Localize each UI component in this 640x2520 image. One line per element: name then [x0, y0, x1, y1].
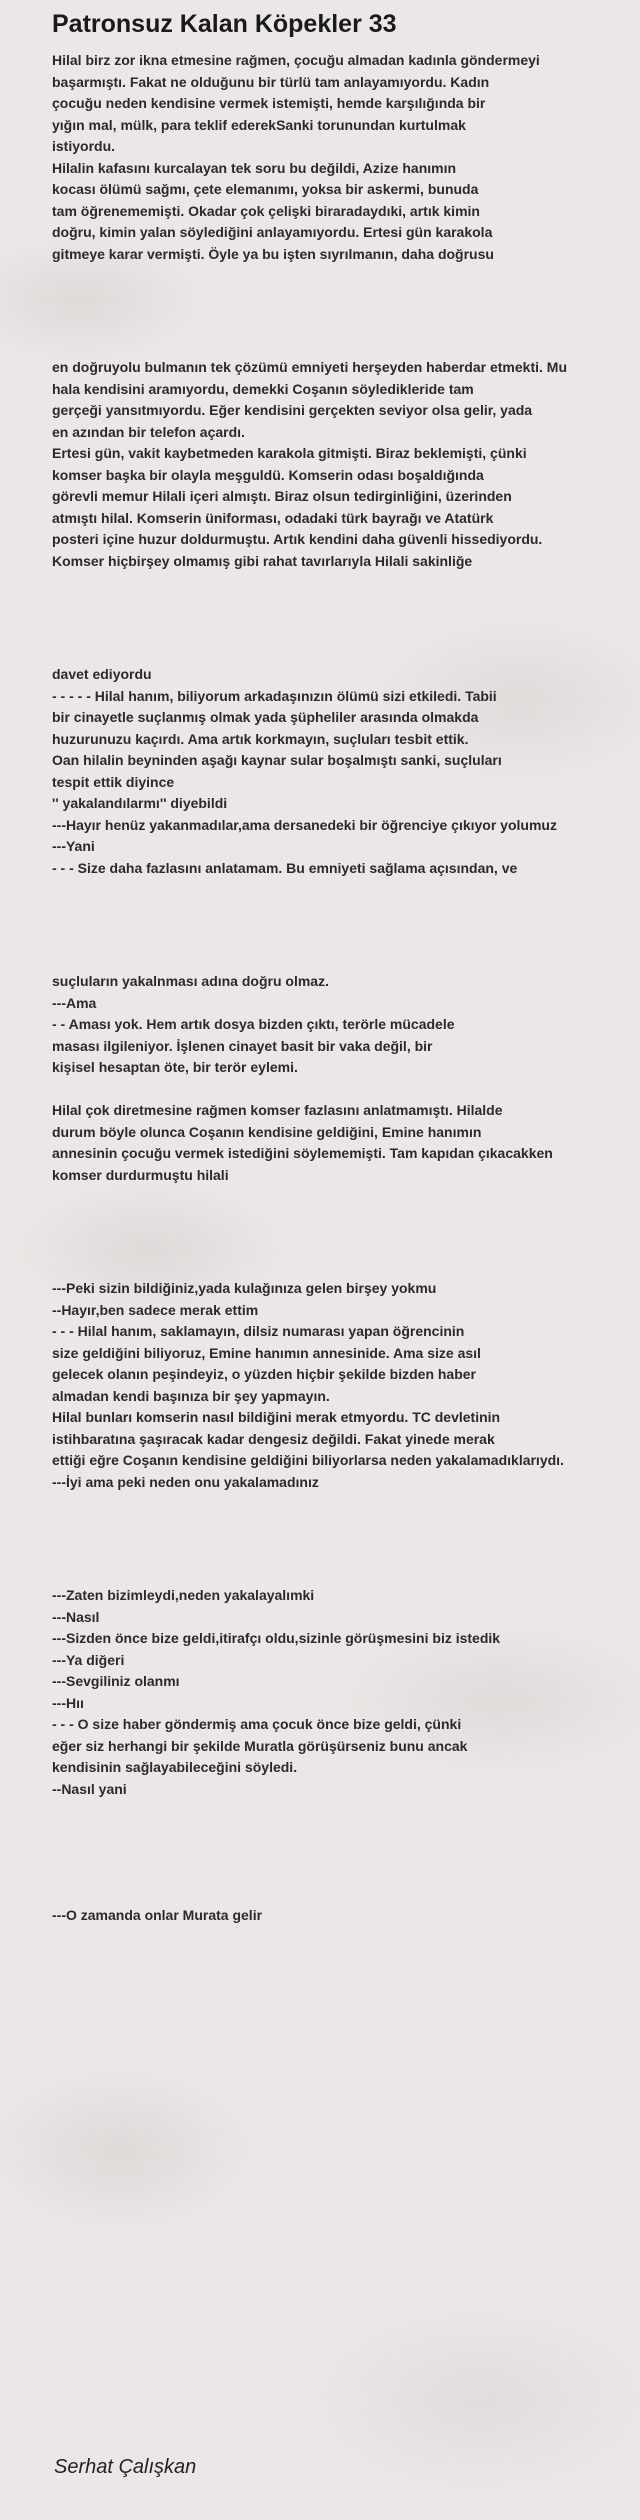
- stanza-2: [52, 357, 640, 572]
- poem-line: ---Hayır henüz yakanmadılar,ama dersanedeki bir öğrenciye çıkıyor yolumuz: [52, 816, 557, 833]
- poem-line: [52, 1079, 640, 1101]
- poem-line: görevli memur Hilali içeri almıştı. Biraz olsun tedirginliğini, üzerinden: [52, 488, 512, 504]
- poem-line: ---Nasıl: [52, 1608, 100, 1625]
- poem-line: masası ilgileniyor. İşlenen cinayet basit bir vaka değil, bir: [52, 1037, 433, 1054]
- poem-line: çocuğu neden kendisine vermek istemişti, hemde karşılığında bir: [52, 95, 486, 111]
- poem-line: ---Zaten bizimleydi,neden yakalayalımki: [52, 1587, 315, 1603]
- stanza-4: [52, 971, 640, 1186]
- poem-line: gelecek olanın peşindeyiz, o yüzden hiçbir şekilde bizden haber: [52, 1366, 477, 1382]
- stanza-7: [52, 1905, 640, 1927]
- poem-line: atmıştı hilal. Komserin üniforması, odadaki türk bayrağı ve Atatürk: [52, 509, 494, 526]
- poem-line: - - Aması yok. Hem artık dosya bizden çıktı, terörle mücadele: [52, 1016, 455, 1032]
- poem-line: kişisel hesaptan öte, bir terör eylemi.: [52, 1059, 298, 1075]
- poem-line: ---Ya diğeri: [52, 1651, 125, 1668]
- stanza-6: [52, 1585, 640, 1800]
- poem-line: kocası ölümü sağmı, çete elemanımı, yoksa bir askermi, bunuda: [52, 181, 479, 197]
- stanza-gap: [52, 265, 640, 357]
- poem-line: Ertesi gün, vakit kaybetmeden karakola gitmişti. Biraz beklemişti, çünki: [52, 445, 527, 461]
- poem-line: --Hayır,ben sadece merak ettim: [52, 1301, 259, 1318]
- poem-line: tespit ettik diyince: [52, 773, 175, 790]
- poem-body: [52, 50, 640, 1927]
- stanza-5: [52, 1278, 640, 1493]
- poem-line: ---İyi ama peki neden onu yakalamadınız: [52, 1473, 319, 1490]
- poem-line: eğer siz herhangi bir şekilde Muratla görüşürseniz bunu ancak: [52, 1737, 468, 1754]
- poem-line: Hilal bunları komserin nasıl bildiğini merak etmyordu. TC devletinin: [52, 1409, 501, 1425]
- poem-line: tam öğrenememişti. Okadar çok çelişki biraradaydıki, artık kimin: [52, 202, 480, 219]
- stanza-gap: [52, 1800, 640, 1905]
- poem-line: gerçeği yansıtmıyordu. Eğer kendisini gerçekten seviyor olsa gelir, yada: [52, 402, 533, 418]
- poem-line: başarmıştı. Fakat ne olduğunu bir türlü tam anlayamıyordu. Kadın: [52, 73, 490, 90]
- stanza-gap: [52, 879, 640, 971]
- poem-line: ---Peki sizin bildiğiniz,yada kulağınıza gelen birşey yokmu: [52, 1280, 437, 1296]
- poem-line: size geldiğini biliyoruz, Emine hanımın annesinide. Ama size asıl: [52, 1344, 481, 1361]
- poem-line: ---Sevgiliniz olanmı: [52, 1673, 180, 1689]
- poem-line: - - - O size haber göndermiş ama çocuk önce bize geldi, çünki: [52, 1716, 462, 1732]
- poem-line: Hilal çok diretmesine rağmen komser fazlasını anlatmamıştı. Hilalde: [52, 1102, 503, 1118]
- poem-line: en azından bir telefon açardı.: [52, 423, 245, 440]
- poem-line: - - - - - Hilal hanım, biliyorum arkadaşınızın ölümü sizi etkiledi. Tabii: [52, 687, 497, 704]
- poem-line: gitmeye karar vermişti. Öyle ya bu işten sıyrılmanın, daha doğrusu: [52, 245, 494, 262]
- stanza-gap: [52, 1493, 640, 1585]
- stanza-3: [52, 664, 640, 879]
- poem-line: ---Hıı: [52, 1694, 84, 1711]
- stanza-gap: [52, 572, 640, 664]
- poem-line: Hilalin kafasını kurcalayan tek soru bu değildi, Azize hanımın: [52, 159, 457, 176]
- poem-line: en doğruyolu bulmanın tek çözümü emniyeti herşeyden haberdar etmekti. Mu: [52, 359, 567, 375]
- poem-line: ---Sizden önce bize geldi,itirafçı oldu,sizinle görüşmesini biz istedik: [52, 1630, 501, 1646]
- poem-line: bir cinayetle suçlanmış olmak yada şüpheliler arasında olmakda: [52, 709, 479, 725]
- poem-line: Hilal birz zor ikna etmesine rağmen, çocuğu almadan kadınla göndermeyi: [52, 52, 540, 68]
- poem-line: annesinin çocuğu vermek istediğini söylememişti. Tam kapıdan çıkacakken: [52, 1145, 553, 1161]
- poem-line: - - - Size daha fazlasını anlatamam. Bu emniyeti sağlama açısından, ve: [52, 859, 518, 876]
- poem-line: komser başka bir olayla meşguldü. Komserin odası boşaldığında: [52, 466, 484, 483]
- stanza-1: [52, 50, 640, 265]
- poem-line: suçluların yakalnması adına doğru olmaz.: [52, 973, 329, 989]
- poem-line: ---Ama: [52, 994, 97, 1011]
- poem-line: istihbaratına şaşıracak kadar dengesiz değildi. Fakat yinede merak: [52, 1430, 495, 1447]
- poem-line: istiyordu.: [52, 138, 116, 154]
- author-name: Serhat Çalışkan: [54, 2456, 197, 2478]
- poem-line: - - - Hilal hanım, saklamayın, dilsiz numarası yapan öğrencinin: [52, 1323, 465, 1339]
- stanza-gap: [52, 1186, 640, 1278]
- poem-line: durum böyle olunca Coşanın kendisine geldiğini, Emine hanımın: [52, 1123, 482, 1140]
- poem-line: almadan kendi başınıza bir şey yapmayın.: [52, 1387, 330, 1404]
- poem-line: Komser hiçbirşey olmamış gibi rahat tavırlarıyla Hilali sakinliğe: [52, 552, 473, 569]
- poem-line: komser durdurmuştu hilali: [52, 1166, 229, 1183]
- poem-line: doğru, kimin yalan söylediğini anlayamıyordu. Ertesi gün karakola: [52, 224, 493, 240]
- poem-line: posteri içine huzur doldurmuştu. Artık kendini daha güvenli hissediyordu.: [52, 531, 543, 547]
- poem-line: davet ediyordu: [52, 666, 152, 682]
- poem-line: ettiği eğre Coşanın kendisine geldiğini biliyorlarsa neden yakalamadıklarıydı.: [52, 1452, 564, 1468]
- poem-line: --Nasıl yani: [52, 1780, 127, 1797]
- poem-line: kendisinin sağlayabileceğini söyledi.: [52, 1759, 298, 1775]
- poem-line: '' yakalandılarmı'' diyebildi: [52, 795, 228, 811]
- poem-line: hala kendisini aramıyordu, demekki Coşanın söyledikleride tam: [52, 380, 474, 397]
- poem-line: yığın mal, mülk, para teklif ederekSanki torunundan kurtulmak: [52, 116, 466, 133]
- poem-line: Oan hilalin beyninden aşağı kaynar sular boşalmıştı sanki, suçluları: [52, 752, 502, 768]
- poem-line: ---O zamanda onlar Murata gelir: [52, 1907, 263, 1923]
- poem-line: ---Yani: [52, 838, 95, 854]
- poem-title: Patronsuz Kalan Köpekler 33: [52, 10, 397, 38]
- poem-line: huzurunuzu kaçırdı. Ama artık korkmayın, suçluları tesbit ettik.: [52, 730, 469, 747]
